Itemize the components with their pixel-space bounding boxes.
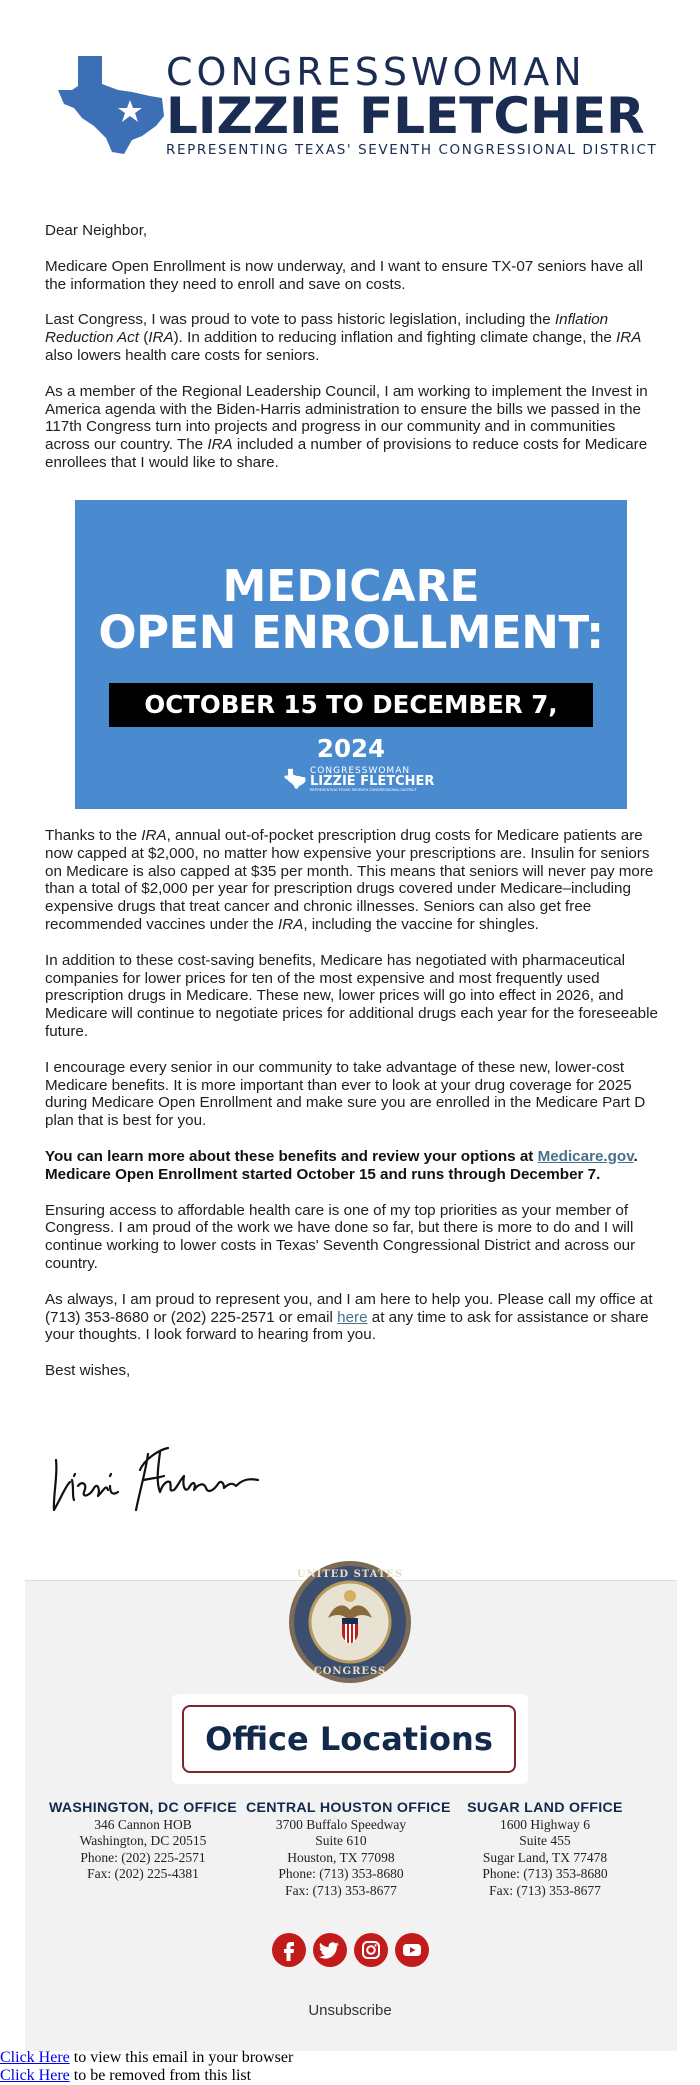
header-title-line1: CONGRESSWOMAN <box>166 50 586 94</box>
banner-logo-line3: REPRESENTING TEXAS' SEVENTH CONGRESSIONAL DISTRICT <box>310 788 417 792</box>
bottom-links <box>0 2049 293 2085</box>
office-line: 1600 Highway 6 <box>500 1816 590 1832</box>
youtube-icon <box>395 1933 429 1967</box>
header-subtitle: REPRESENTING TEXAS' SEVENTH CONGRESSIONAL DISTRICT <box>166 142 658 158</box>
twitter-link[interactable] <box>313 1933 347 1967</box>
office-line: Suite 455 <box>519 1833 571 1848</box>
seal-text-top: UNITED STATES <box>296 1569 404 1580</box>
signature-image <box>48 1440 288 1515</box>
congress-seal-icon <box>288 1560 412 1684</box>
office-line: Fax: (713) 353-8677 <box>489 1882 601 1898</box>
banner-dates: OCTOBER 15 TO DECEMBER 7, 2024 <box>109 683 593 727</box>
twitter-icon <box>313 1933 347 1967</box>
paragraph-1: Medicare Open Enrollment is now underway, and I want to ensure TX-07 seniors have all the information they need to enroll and save on costs. <box>45 257 643 293</box>
view-in-browser-row: Click Here to view this email in your browser <box>0 2049 294 2066</box>
paragraph-7: You can learn more about these benefits and review your options at Medicare.gov. Medicare Open Enrollment started October 15 and runs through December 7. <box>45 1147 638 1183</box>
paragraph-3: As a member of the Regional Leadership Council, I am working to implement the Invest in America agenda with the Biden-Harris administration to ensure the bills we passed in the 117th Congress turn into projects and progress in our community and in communities across our country. The IRA included a number of provisions to reduce costs for Medicare enrollees that I would like to share. <box>45 382 648 471</box>
office-central-houston <box>246 1800 451 1899</box>
paragraph-9: As always, I am proud to represent you, and I am here to help you. Please call my office at (713) 353-8680 or (202) 225-2571 or email here at any time to ask for assistance or share your thoughts. I look forward to hearing from you. <box>45 1290 653 1344</box>
office-title: WASHINGTON, DC OFFICE <box>48 1800 238 1816</box>
office-line: Fax: (202) 225-4381 <box>87 1866 199 1881</box>
banner-logo-line1: CONGRESSWOMAN <box>310 766 411 776</box>
office-line: Phone: (713) 353-8680 <box>278 1866 404 1881</box>
office-locations-badge <box>172 1694 528 1784</box>
office-line: 3700 Buffalo Speedway <box>275 1816 407 1832</box>
email-header <box>0 0 700 175</box>
remove-from-list-row: Click Here to be removed from this list <box>0 2067 252 2084</box>
email-here-link[interactable]: here <box>337 1308 368 1326</box>
office-sugar-land <box>460 1800 630 1899</box>
instagram-link[interactable] <box>354 1933 388 1967</box>
banner-logo-line2: LIZZIE FLETCHER <box>310 774 435 789</box>
view-in-browser-link[interactable]: Click Here <box>0 2049 70 2066</box>
office-line: Suite 610 <box>315 1833 367 1848</box>
instagram-icon <box>354 1933 388 1967</box>
paragraph-6: I encourage every senior in our community to take advantage of these new, lower-cost Medicare benefits. It is more important than ever to look at your drug coverage for 2025 during Medicare Open Enrollment and make sure you are enrolled in the Medicare Part D plan that is best for you. <box>45 1058 646 1130</box>
seal-text-bottom: CONGRESS <box>313 1666 387 1677</box>
letter-body-continued <box>45 827 660 1398</box>
paragraph-2: Last Congress, I was proud to vote to pass historic legislation, including the Inflation Reduction Act (IRA). In addition to reducing inflation and fighting climate change, the IRA also lowers health care costs for seniors. <box>45 311 642 364</box>
texas-map-small-icon <box>284 768 306 790</box>
office-line: Houston, TX 77098 <box>287 1849 395 1865</box>
office-line: Fax: (713) 353-8677 <box>285 1882 397 1898</box>
office-line: Washington, DC 20515 <box>79 1833 207 1848</box>
letter-body <box>45 222 660 490</box>
medicare-gov-link[interactable]: Medicare.gov <box>537 1147 634 1165</box>
paragraph-4: Thanks to the IRA, annual out-of-pocket prescription drug costs for Medicare patients are now capped at $2,000, no matter how expensive your prescriptions are. Insulin for seniors on Medicare is also capped at $35 per month. This means that seniors will never pay more than a total of $2,000 per year for prescription drugs covered under Medicare–including expensive drugs that treat cancer and chronic illnesses. Seniors can also get free recommended vaccines under the IRA, including the vaccine for shingles. <box>45 827 654 933</box>
paragraph-5: In addition to these cost-saving benefits, Medicare has negotiated with pharmaceutical companies for lower prices for ten of the most expensive and most frequently used prescription drugs in Medicare. These new, lower prices will go into effect in 2026, and Medicare will continue to negotiate prices for additional drugs each year for the foreseeable future. <box>45 951 658 1040</box>
office-line: Phone: (202) 225-2571 <box>80 1849 206 1865</box>
office-line: Phone: (713) 353-8680 <box>482 1866 608 1881</box>
banner-logo <box>284 766 435 792</box>
unsubscribe-link[interactable]: Unsubscribe <box>308 2002 392 2019</box>
banner-title-line2: OPEN ENROLLMENT: <box>98 606 604 659</box>
texas-map-logo-icon <box>58 56 166 156</box>
medicare-enrollment-banner <box>75 500 627 809</box>
paragraph-8: Ensuring access to affordable health care is one of my top priorities as your member of Congress. I am proud of the work we have done so far, but there is more to do and I will continue working to lower costs in Texas' Seventh Congressional District and across our country. <box>45 1201 636 1272</box>
banner-title-line1: MEDICARE <box>222 561 480 612</box>
closing: Best wishes, <box>45 1362 131 1380</box>
office-line: Sugar Land, TX 77478 <box>482 1849 608 1865</box>
social-links <box>272 1933 432 1969</box>
office-locations-heading: Office Locations <box>182 1705 516 1773</box>
facebook-link[interactable] <box>272 1933 306 1967</box>
greeting: Dear Neighbor, <box>45 222 148 239</box>
office-title: CENTRAL HOUSTON OFFICE <box>246 1800 451 1816</box>
office-title: SUGAR LAND OFFICE <box>467 1800 623 1816</box>
header-title-name: LIZZIE FLETCHER <box>166 87 645 145</box>
youtube-link[interactable] <box>395 1933 429 1967</box>
office-washington <box>48 1800 238 1883</box>
facebook-icon <box>272 1933 306 1967</box>
office-line: 346 Cannon HOB <box>94 1816 192 1832</box>
remove-from-list-link[interactable]: Click Here <box>0 2067 70 2084</box>
